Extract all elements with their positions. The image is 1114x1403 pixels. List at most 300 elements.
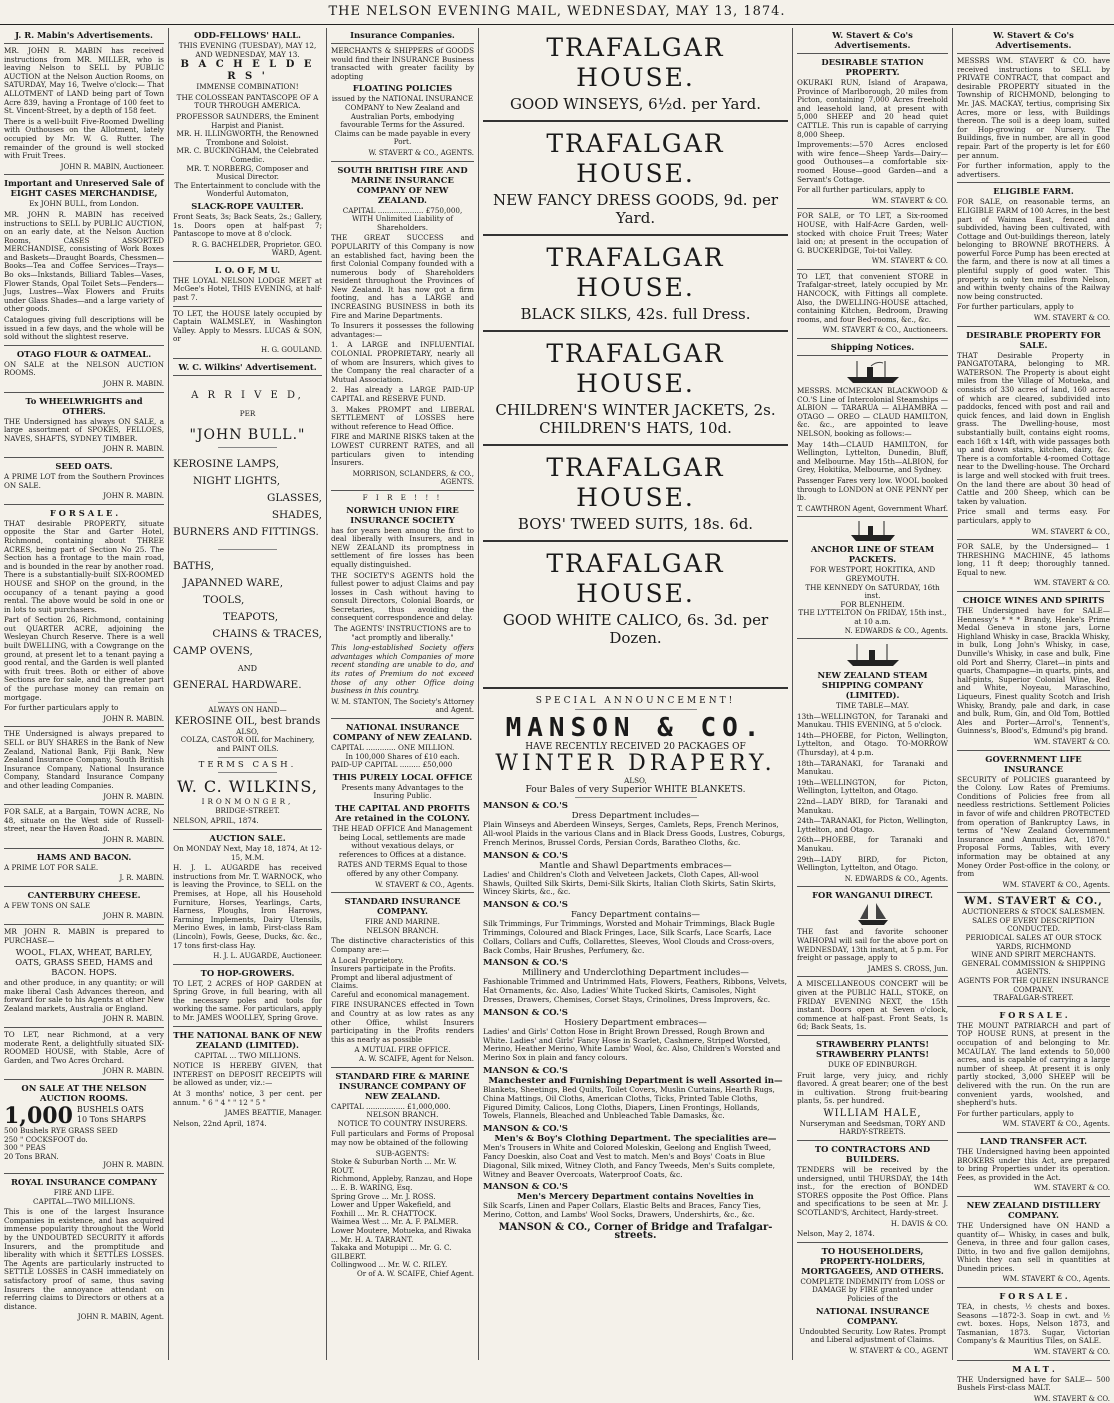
six-room-house-text: FOR SALE, or TO LET, a Six-roomed HOUSE, with Half-Acre Garden, well-stocked with choice Fruit Trees; Water laid on; at present in the occupation of G. BUCKERIDGE, Toi-toi Valley. [797,211,948,255]
panga-sig: WM. STAVERT & CO., [1031,527,1110,536]
national-presents: Presents many Advantages to the Insuring Public. [341,782,464,801]
section-body: Plain Winseys and Aberdeen Winseys, Serges, Camlets, Reps, French Merinos, All-wool Plaids in the various Clans and in Black Dress Goods, Lustres, Coburgs, French Merinos, Brussel Cords, Persian Cords, Baratheo Cloths, &c. [483,820,786,847]
goods-item: CHAINS & TRACES, [212,628,322,641]
panga-title: DESIRABLE PROPERTY FOR SALE. [966,329,1101,350]
sub-agent: Lower Moutere, Motueka, and Riwaka ... Mr. H. A. TARRANT. [331,1225,472,1244]
natbank-text: NOTICE IS HEREBY GIVEN, that INTEREST on DEPOSIT RECEIPTS will be allowed as under, viz.:— [173,1061,322,1088]
auctioneers-general: GENERAL COMMISSION & SHIPPING AGENTS. [961,958,1106,977]
mount-patriarch-note: For further particulars, apply to [957,1108,1074,1118]
trafalgar-text: CHILDREN'S WINTER JACKETS, 2s. CHILDREN'S HATS, 10d. [495,401,776,437]
sub-agent: Takaka and Motupipi ... Mr. G. C. GILBERT. [331,1243,452,1261]
section-head: MANSON & CO.'S [483,1124,568,1135]
distillery-sig: WM. STAVERT & CO., Agents. [1002,1275,1110,1284]
performer: MR. T. NORBERG, Composer and Musical Director. [186,163,309,182]
malt-text: THE Undersigned have for SALE— 500 Bushels First-class MALT. [957,1374,1110,1393]
manson-title: MANSON & CO. [505,712,766,743]
mabin-auction-sig: JOHN R. MABIN, Auctioneer. [60,162,164,171]
performer: PROFESSOR SAUNDERS, the Eminent Harpist and Pianist. [176,111,319,130]
masthead-title: THE NELSON EVENING MAIL, WEDNESDAY, MAY 13, 1874. [328,4,786,19]
column-entertainment-wilkins [168,28,326,1360]
station-note: For all further particulars, apply to [797,185,925,195]
natbank-rates: At 3 months' notice, 3 per cent. per annum. " 6 " 4 " " 12 " 5 " [173,1089,322,1107]
section-sub: Mantle and Shawl Departments embraces— [539,860,732,871]
for-sale-text: THAT desirable PROPERTY, situate opposite the Star and Garter Hotel, Richmond, containing about THREE ACRES, being part of Section No 25. The Section has a frontage to the main road, and is bounded in the rear by another road. There is a substantially-built SIX-ROOMED HOUSE and SHOP on the ground, in the occupancy of a tenant paying a good rental. The above would be sold in one or in lots to suit purchasers. [4,518,164,614]
wanganui-sig: JAMES S. CROSS, Jun. [867,964,948,973]
anchor-sig: N. EDWARDS & CO., Agents. [844,626,948,635]
nzsc-sig: N. EDWARDS & CO., Agents. [844,874,948,883]
royal-sig: JOHN R. MABIN, Agent. [77,1313,164,1322]
nzsc-sailing: 29th—LADY BIRD, for Picton, Wellington, Lyttelton, and Otago. [797,854,948,873]
land-transfer-sig: WM. STAVERT & CO. [1033,1184,1110,1193]
south-british-capital: CAPITAL .................... £750,000, [342,205,463,215]
sub-agent: Collingwood ... Mr. W. C. RILEY. [331,1260,448,1270]
royal-title: ROYAL INSURANCE COMPANY [10,1177,158,1187]
section-head: MANSON & CO.'S [483,958,568,969]
auction-sale-title: AUCTION SALE. [209,832,286,843]
auctioneers-queen: AGENTS FOR THE QUEEN INSURANCE COMPANY. [958,976,1109,994]
seed-oats-sig: JOHN R. MABIN. [103,492,164,501]
bachelder-sig: R. G. BACHELDER, Proprietor. GEO. WARD, Agent. [191,240,322,258]
store-sig: WM. STAVERT & CO., Auctioneers. [822,326,948,335]
sub-agent: Stoke & Suburban North ... Mr. W. ROUT. [331,1157,457,1175]
floating-sig: W. STAVERT & CO., AGENTS. [368,148,474,157]
trafalgar-title: TRAFALGAR HOUSE. [546,453,725,512]
section-body: Men's Trousers in White and Colored Moleskin, Geelong and English Tweed, Fancy Doeskin, also Coat and Vest to match. Men's and Boys' Coats in Blue Diagonal, Silk mixed, Witney Cloth, and Fancy Tweeds, Men's Suits complete, Witney and Beaver Overcoats, Waterproof Coats, &c. [483,1143,776,1179]
eligible-sig: WM. STAVERT & CO. [1033,314,1110,323]
section-head: MANSON & CO.'S [483,850,568,861]
ioof-title: I. O. O F, M U. [214,264,281,275]
schooner-icon [856,902,890,926]
threshing-text: FOR SALE, by the Undersigned— 1 THRESHING MACHINE, 45 lathoms long, 11 ft deep; thoroughly tanned. Equal to new. [957,542,1110,577]
south-british-list-item: 2. Has already a LARGE PAID-UP CAPITAL and RESERVE FUND. [331,385,474,403]
royal-sub: FIRE AND LIFE. [53,1188,115,1197]
wanganui-text: THE fast and favorite schooner WAIHOPAI will sail for the above port on WEDNESDAY, 13th instant, at 5 p.m. For freight or passage, apply to [797,927,948,963]
govt-text: SECURITY of POLICIES guaranteed by the Colony. Low Rates of Premiums. Conditions of Policies free from all needless restrictions. Settlement Policies in favor of wife and children PROTECTED from operation of Bankruptcy Laws, in terms of "New Zealand Government Insurance and Annuities Act, 1870." Proposal Forms, Tables, with every information may be obtained at any Money Order Post-office in the colony, or from [957,774,1110,879]
goods-item: CAMP OVENS, [173,645,253,658]
goods-item: AND [237,664,258,674]
column-trafalgar-manson [478,28,792,1360]
per: PER [239,408,256,418]
trafalgar-title: TRAFALGAR HOUSE. [546,243,725,302]
eight-cases-text: MR. JOHN R. MABIN has received instructions to SELL by PUBLIC AUCTION, on an early date, at the Nelson Auction Rooms, CASES ASSORTED MERCHANDISE, consisting of Work Boxes and Baskets—Draught Boards, Chessmen—Books—Tea and Coffee Services—Trays—Bo oks—Inkstands, Billiard Tables—Vases, Flower Stands, Opal Toilet Sets—Fenders—Jugs, Lustres—Wax Flowers and Fruits under Glass Shades—and a large variety of other goods. [4,209,164,314]
mabin-auction-text: MR. JOHN R. MABIN has received instructions from MR. MILLER, who is leaving Nelson to SELL by PUBLIC AUCTION at the Nelson Auction Rooms, on SATURDAY, May 16, Twelve o'clock:— That ALLOTMENT of LAND being part of Town Acre 839, having a Frontage of 100 feet to St. Vincent-Street, by a depth of 158 feet. [4,46,164,116]
goods-item: BATHS, [173,560,215,573]
town-acre-text: FOR SALE, at a Bargain, TOWN ACRE, No 48, situate on the West side of Russell-street, near the Haven Road. [4,807,164,834]
panga-text: THAT Desirable Property in PANGATOTARA, belonging to MR. WATERSON. The Property is about eight miles from the Village of Motueka, and consists of 330 acres of land, 160 acres of which are cleared, subdivided into paddocks, fenced with post and rail and quick fences, and laid down in English grass. The Dwelling-house, most substantially built, contains eight rooms, each 16ft x 14ft, with wide passages both up and down stairs, kitchen, dairy, &c. There is a comfortable 4-roomed Cottage near to the Dwelling-house. The Orchard is large and well stocked with fruit trees. On the land there are about 30 head of Cattle and 200 Sheep, which can be taken by valuation. [957,350,1110,506]
nzsc-title: NEW ZEALAND STEAM SHIPPING COMPANY (LIMITED). [817,670,928,701]
south-british-list-item: 3. Makes PROMPT and LIBERAL SETTLEMENT of LOSSES here without reference to Head Office. [331,404,474,431]
land-transfer-text: THE Undersigned having been appointed BROKERS under this Act, are prepared to bring Properties under its operation. Fees, as provided in the Act. [957,1146,1110,1182]
otago-flour-title: OTAGO FLOUR & OATMEAL. [16,348,152,359]
seed-oats-title: SEED OATS. [55,460,113,471]
hams-text: A PRIME LOT FOR SALE. [4,862,99,872]
nzsc-table: TIME TABLE—MAY. [836,701,909,711]
goods-item: NIGHT LIGHTS, [193,475,281,488]
standard-list-item: Prompt and liberal adjustment of Claims. [331,972,452,991]
mcmeckan-text: MESSRS. MCMECKAN BLACKWOOD & CO.'S Line of Intercolonial Steamships — ALBION — TARARUA — ALHAMBRA — OTAGO — OREO — CLAUD HAMILTON, &c. &c., are appointed to leave NELSON, booking as follows:— [797,386,948,438]
otago-flour-sig: JOHN R. MABIN. [103,380,164,388]
south-british-adv: To Insurers it possesses the following advantages:— [331,321,474,339]
norwich-text2: This long-established Society offers advantages which Companies of more recent standing are unable to do, and its rates of Premium do not exceed those of any other Office doing business in this country. [331,643,474,696]
norwich-agents: THE SOCIETY'S AGENTS hold the fullest power to adjust Claims and pay losses in Cash without having to consult Directors, Colonial Boards, or Secretaries, thus avoiding the consequent correspondence and delay. [331,570,474,623]
anchor-ship2: THE LYTTELTON On FRIDAY, 15th inst., at 10 a.m. [798,608,947,626]
householders-note: Undoubted Security. Low Rates. Prompt and Liberal adjustment of Claims. [799,1326,946,1345]
anchor-blenheim: FOR BLENHEIM. [840,599,905,609]
auctioneers-periodical: PERIODICAL SALES AT OUR STOCK YARDS, RICHMOND [965,933,1102,951]
nzsc-sailing: 19th—WELLINGTON, for Picton, Wellington, Lyttelton, and Otago. [797,777,948,796]
standard-sig: A. W. SCAIFE, Agent for Nelson. [359,1055,474,1064]
south-british-sig: MORRISON, SCLANDERS, & CO., AGENTS. [352,469,474,487]
oats-big: 1,000 [4,1103,73,1130]
govt-sig: WM. STAVERT & CO., Agents. [1002,880,1110,889]
norwich-sig: W. M. STANTON, The Society's Attorney and Agent. [331,697,474,715]
section-head: MANSON & CO.'S [483,900,568,911]
goods-item: SHADES, [271,509,322,522]
standard-text: The distinctive characteristics of this Company are:— [331,936,474,954]
odd-fellows-date: THIS EVENING (TUESDAY), MAY 12, AND WEDNESDAY, MAY 13. [178,41,317,59]
trafalgar-title: TRAFALGAR HOUSE. [546,129,725,188]
insurance-header: Insurance Companies. [350,30,455,40]
paint-oils: COLZA, CASTOR OIL for Machinery, and PAINT OILS. [180,735,315,753]
trafalgar-text: BLACK SILKS, 42s. full Dress. [520,305,751,323]
auctioneers-sales: SALES OF EVERY DESCRIPTION CONDUCTED. [972,915,1095,934]
wheelwrights-sig: JOHN R. MABIN. [103,445,164,454]
distillery-text: THE Undersigned have ON HAND a quantity of— Whisky, in cases and bulk, Geneva, in three and four gallon cases, Ditto, in two and five gallon demijohns, Which they can sell in quantities at Dunedin prices. [957,1220,1110,1273]
national-shares: In 100,000 Shares of £10 each. [345,751,460,761]
floating-text: MERCHANTS & SHIPPERS of GOODS would find their INSURANCE Business transacted with greater facility by adopting [331,46,474,81]
mcmeckan-note: Passenger Fares very low. WOOL booked through to LONDON at ONE PENNY per lb. [797,475,948,503]
eligible-title: ELIGIBLE FARM. [993,186,1074,197]
standard-note: FIRE INSURANCES effected in Town and Country at as low rates as any other Office, whilst Insurers participating in the Profits renders this as nearly as possible [331,1000,474,1044]
station-title: DESIRABLE STATION PROPERTY. [821,57,924,77]
purchase-text: MR JOHN R. MABIN is prepared to PURCHASE— [4,926,164,945]
nzsc-sailing: 22nd—LADY BIRD, for Taranaki and Manukau. [797,797,948,815]
contractors-text: TENDERS will be received by the undersigned, until THURSDAY, the 14th inst., for the erection of BONDED STORES opposite the Post Office. Plans and specifications to be seen at Mr. J. SCOTLAND'S, Architect, Hardy-street. [797,1165,948,1218]
steamship-icon [843,359,903,385]
standard-branch: NELSON BRANCH. [366,925,439,935]
goods-item: JAPANNED WARE, [183,577,284,590]
column-stavert-shipping [792,28,952,1360]
wheelwrights-text: THE Undersigned has always ON SALE, a large assortment of SPOKES, FELLOES, NAVES, SHAFTS, SYDNEY TIMBER. [4,416,164,443]
contractors-title: TO CONTRACTORS AND BUILDERS. [814,1144,931,1165]
mount-patriarch-sig: WM. STAVERT & CO., Agents. [1002,1120,1110,1129]
national-retained: THE CAPITAL AND PROFITS Are retained in the COLONY. [335,802,470,823]
standard-list-item: Careful and economical management. [331,989,470,999]
tea-sale-sig: WM. STAVERT & CO. [1033,1348,1110,1357]
column-stavert-2 [952,28,1114,1403]
column-insurance [326,28,478,1360]
for-sale-text2: Part of Section 26, Richmond, containing out QUARTER ACRE, adjoining the Wesleyan Church Reserve. There is a well built DWELLING, with a Cowgrange on the ground, at present let to a tenant paying a good rental, and the Garden is well planted with fruit trees. Both or either of above Sections are for sale, and the greater part of the purchase money can remain on mortgage. [4,615,164,702]
section-body: Blankets, Sheetings, Bed Quilts, Toilet Covers, Muslin Curtains, Hearth Rugs, China Mattings, Oil Cloths, American Cloths, Ticks, Printed Table Cloths, Figured Dimity, Calicos, Long Cloths, Diapers, Linen Frontings, Hollands, Towels, Flannels, Bleached and Unbleached Table Damasks, &c. [483,1084,775,1121]
steamship-icon [848,520,898,542]
town-acre-sig: JOHN R. MABIN. [103,835,164,844]
eight-cases-note: Catalogues giving full descriptions will be issued in a few days, and the whole will be sold without the slightest reserve. [4,315,164,342]
natbank-capital: CAPITAL ... TWO MILLIONS. [194,1050,301,1060]
norwich-text: has for years been among the first to deal liberally with Insurers, and in NEW ZEALAND its promptness in settlement of fire losses has been equally distinguished. [331,525,474,569]
ioof-text: THE LOYAL NELSON LODGE MEET at McGee's Hotel, THIS EVENING, at half-past 7. [173,275,322,303]
performer: MR. C. BUCKINGHAM, the Celebrated Comedic. [176,146,319,164]
goods-item: TOOLS, [203,594,245,607]
oats-line: 10 Tons SHARPS [76,1114,147,1124]
arrived: A R R I V E D, [191,389,304,401]
section-sub: Men's & Boy's Clothing Department. The specialities are— [494,1134,777,1145]
national-paid: PAID-UP CAPITAL ......... £50,000 [331,760,453,770]
royal-capital: CAPITAL—TWO MILLIONS. [33,1196,135,1206]
standard2-sig: Or of A. W. SCAIFE, Chief Agent. [357,1269,474,1278]
land-transfer-title: LAND TRANSFER ACT. [979,1135,1088,1146]
six-room-house-sig: WM. STAVERT & CO. [871,257,948,266]
kerosine-oil: KEROSINE OIL, best brands [174,715,321,727]
house-to-let-text: TO LET, the HOUSE lately occupied by Captain WALMSLEY, in Washington Valley. Apply to Messrs. LUCAS & SON, or [173,308,322,344]
hop-title: TO HOP-GROWERS. [200,967,295,978]
winter-drapery: WINTER DRAPERY. [495,751,776,777]
sub-agent: Richmond, Appleby, Ranzau, and Hope ... E. B. WARING, Esq. [331,1174,473,1192]
section-body: Ladies' and Girls' Cotton Hose in Bright Brown Dressed, Rough Brown and White. Ladies' and Girls' Fancy Hose in Scarlet, Cashmere, Striped Worsted, Merino, Heather Merino, White Lambs' Wool, &c. Also, Children's Worsted and Merino Sox in plain and fancy colours. [483,1026,781,1063]
eligible-note: For further particulars, apply to [957,302,1074,312]
standard-list-item: A Local Proprietory. [331,955,404,965]
mount-patriarch-title: F O R S A L E . [999,1009,1068,1020]
strawberry-name: WILLIAM HALE, [823,1107,922,1119]
hams-title: HAMS AND BACON. [36,851,132,862]
national-capital: CAPITAL ............. ONE MILLION. [331,743,455,752]
bachelders-name: B A C H E L D E R S ' [180,59,315,83]
section-head: MANSON & CO.'S [483,1007,568,1018]
south-british-list-item: 1. A LARGE and INFLUENTIAL COLONIAL PROPRIETARY, nearly all of whom are Insurers, which gives to the Company the real character of a Mutual Association. [331,340,474,384]
anchor-title: ANCHOR LINE OF STEAM PACKETS. [810,544,935,565]
house-to-let-sig: H. G. GOULAND. [261,346,322,355]
nzsc-sailing: 14th—PHOEBE, for Picton, Wellington, Lyttelton, and Otago. TO-MORROW (Thursday), at 4 p.m. [797,730,948,758]
strawberry-sig: Nurseryman and Seedsman, TORY AND HARDY-STREETS. [799,1118,946,1137]
sub-agent: Lower and Upper Wakefield, and Foxhill ... Mr. R. CHATTOCK. [331,1200,451,1218]
standard2-text: Full particulars and Forms of Proposal may now be obtained of the following [331,1129,474,1147]
section-sub: Millinery and Underclothing Department includes— [522,968,749,979]
cheese-sig: JOHN R. MABIN. [103,912,164,921]
col1-header: J. R. Mabin's Advertisements. [15,30,153,40]
national-sig: W. STAVERT & CO., Agents. [374,880,474,889]
oats-sig: JOHN R. MABIN. [103,1161,164,1170]
to-let-sig: JOHN R. MABIN. [103,1067,164,1076]
for-sale-sig: JOHN R. MABIN. [103,714,164,723]
auctioneers-sub: AUCTIONEERS & STOCK SALESMEN. [962,907,1105,917]
south-british-title: SOUTH BRITISH FIRE AND MARINE INSURANCE COMPANY OF NEW ZEALAND. [337,164,468,205]
nzsc-sailing: 18th—TARANAKI, for Taranaki and Manukau. [797,758,948,777]
col6-header: W. Stavert & Co's Advertisements. [993,30,1074,50]
prices: Front Seats, 3s; Back Seats, 2s.; Gallery, 1s. Doors open at half-past 7; Pantascope to move at 8 o'clock. [173,211,322,239]
standard2-sub: SUB-AGENTS: [375,1148,430,1158]
nzsc-sailing: 26th—PHOEBE, for Taranaki and Manukau. [797,835,948,853]
norwich-fire: F I R E ! ! ! [362,492,443,502]
goods-item: GLASSES, [267,492,322,505]
station-sig: WM. STAVERT & CO. [871,196,948,205]
auctioneers-title: WM. STAVERT & CO., [964,896,1103,908]
goods-item: KEROSINE LAMPS, [173,458,280,471]
south-british-with: WITH Unlimited Liability of Shareholders. [351,214,454,232]
col5-header: W. Stavert & Co's Advertisements. [832,30,913,50]
threshing-sig: WM. STAVERT & CO. [1033,579,1110,588]
wanganui-title: FOR WANGANUI DIRECT. [812,890,933,901]
seed-oats-text: A PRIME LOT from the Southern Provinces ON SALE. [4,471,164,490]
trafalgar-title: TRAFALGAR HOUSE. [546,549,725,608]
section-head: MANSON & CO.'S [483,801,568,812]
national-head: THE HEAD OFFICE And Management being Local, settlements are made without vexatious delays, or references to Offices at a distance. [332,823,473,859]
householders-text: COMPLETE INDEMNITY from LOSS or DAMAGE by FIRE granted under Policies of the [800,1276,945,1303]
trafalgar-title: TRAFALGAR HOUSE. [546,33,725,92]
standard-sub: FIRE AND MARINE. [365,917,440,927]
natbank-title: THE NATIONAL BANK OF NEW ZEALAND (LIMITED). [173,1029,322,1050]
shipping-notices: Shipping Notices. [830,342,915,353]
eight-cases-sub: Ex JOHN BULL, from London. [29,199,139,209]
trafalgar-text: BOYS' TWEED SUITS, 18s. 6d. [517,515,754,533]
anchor-ship: THE KENNEDY On SATURDAY, 16th inst. [805,582,940,601]
section-sub: Dress Department includes— [571,811,700,822]
royal-text: This is one of the largest Insurance Companies in existence, and has acquired immense popularity throughout the World by the UNDOUBTED SECURITY it affords Insurers, and the promptitude and liberality with which it SETTLES LOSSES. The Agents are particularly instructed to SETTLE LOSSES in CASH immediately on satisfactory proof of same, thus saving Insurers the annoyance attendant on referring claims to Directors or others at a distance. [4,1207,164,1311]
goods-item: BURNERS AND FITTINGS. [173,526,319,539]
section-head: MANSON & CO.'S [483,1065,568,1076]
householders-co: NATIONAL INSURANCE COMPANY. [815,1305,930,1326]
south-british-note: FIRE and MARINE RISKS taken at the LOWEST CURRENT RATES, and all particulars given to intending Insurers. [331,432,474,468]
wilkins-date: NELSON, APRIL, 1874. [173,816,259,826]
auction-sale-date: On MONDAY Next, May 18, 1874, At 12-15, M.M. [173,843,322,862]
distillery-title: NEW ZEALAND DISTILLERY COMPANY. [966,1199,1101,1220]
otago-flour-text: ON SALE at the NELSON AUCTION ROOMS. [4,359,164,378]
section-sub: Men's Mercery Department contains Novelties in [517,1192,754,1203]
strawberry-text: Fruit large, very juicy, and richly flavored. A great bearer; one of the best in cultivation. Strong fruit-bearing plants, 5s. per hundred. [797,1070,948,1106]
shares-text: THE Undersigned is always prepared to SELL or BUY SHARES in the Bank of New Zealand, National Bank, Fiji Bank, New Zealand Insurance Company, South British Insurance Company, National Insurance Company, Standard Insurance Company and other leading Companies. [4,729,164,790]
trafalgar-text: GOOD WINSEYS, 6½d. per Yard. [509,95,762,113]
tea-sale-title: F O R S A L E . [999,1291,1068,1302]
standard2-branch: NELSON BRANCH. [366,1110,439,1120]
always-on-hand: ALWAYS ON HAND— [208,705,287,715]
cheese-text: A FEW TONS ON SALE [4,900,91,910]
national-title: NATIONAL INSURANCE COMPANY of NEW ZEALAND. [332,722,473,742]
terms-cash: TERMS CASH. [198,759,297,770]
bachelders-combo: IMMENSE COMBINATION! [196,82,299,92]
floating-sub: issued by the NATIONAL INSURANCE COMPANY to New Zealand and Australian Ports, embodying favourable Terms for the Assured. Claims can be made payable in every Port. [331,94,474,147]
householders-sig: W. STAVERT & CO., AGENT [849,1346,948,1355]
strawberry-title: STRAWBERRY PLANTS! STRAWBERRY PLANTS! [815,1038,930,1059]
malt-title: M A L T . [1012,1363,1055,1374]
store-text: TO LET, that convenient STORE in Trafalgar-street, lately occupied by Mr. HANCOCK, with Fittings all complete. Also, the DWELLING-HOUSE attached, containing Kitchen, Bedroom, Drawing rooms, and four Bed-rooms, &c., &c. [797,271,948,324]
richmond-note: For further information, apply to the advertisers. [957,161,1110,179]
wines-title: CHOICE WINES AND SPIRITS [962,595,1105,606]
mcmeckan-sailings: May 14th—CLAUD HAMILTON, for Wellington, Lyttelton, Dunedin, Bluff, and Melbourne. May 15th—ALBION, for Grey, Hokitika, Melbourne, and Sydney. [797,439,948,475]
section-body: Ladies' and Children's Cloth and Velveteen Jackets, Cloth Capes, All-wool Shawls, Quilted Silk Skirts, Demi-Silk Skirts, Italian Cloth Skirts, Satin Skirts, Wincey Skirts, &c., &c. [483,869,777,897]
cheese-title: CANTERBURY CHEESE. [27,889,141,900]
national-purely: THIS PURELY LOCAL OFFICE [332,771,473,782]
standard2-capital: CAPITAL ................. £1,000,000. [331,1101,451,1111]
floating-title: FLOATING POLICIES [352,83,453,94]
standard-mutual: A MUTUAL FIRE OFFICE. [354,1045,451,1055]
strawberry-sub: DUKE OF EDINBURGH. [827,1059,918,1069]
nzsc-sailing: 24th—TARANAKI, for Picton, Wellington, Lyttelton, and Otago. [797,816,948,834]
auctioneers-wine: WINE AND SPIRIT MERCHANTS. [971,950,1096,960]
wheelwrights-title: To WHEELWRIGHTS and OTHERS. [25,395,143,416]
oats-line: 250 " COCKSFOOT do. [4,1134,88,1144]
shares-sig: JOHN R. MABIN. [103,792,164,801]
natbank-sig: JAMES BEATTIE, Manager. [224,1109,322,1118]
eligible-text: FOR SALE, on reasonable terms, an ELIGIBLE FARM of 100 Acres, in the best part of Waimea East, fenced and subdivided, having been cultivated, with Cottage and Out-buildings thereon, lately belonging to BROWNE BROTHERS. A powerful Force Pump has been erected at the farm, and there is now at all times a plentiful supply of good water. This property is only ten miles from Nelson, and within twenty chains of the Railway now being constructed. [957,197,1110,301]
wines-text: THE Undersigned have for SALE— Hennessy's * * * Brandy, Henke's Prime Medal Geneva in stone jars, Lorne Highland Whisky in case, Brackla Whisky, in bulk, Long John's Whisky, in case, Dunville's Whisky, in case and bulk, Fine old Port and Sherry, Claret—in pints and quarts, Champagne—in quarts, pints, and half-pints, Superior Colonial Wine, Red and White, Noyeau, Maraschino, Liqueurs, Finest quality Scotch and Irish Whisky, Brandy, pale and dark, in case and bulk, Rum, Gin, and Old Tom, Bottled Ales and Porter—Arrol's, Tennent's, Guinness's, Blood's, Edmund's pig brand. [957,606,1110,736]
standard2-notice: NOTICE TO COUNTRY INSURERS. [337,1118,468,1128]
mabin-auction-note: There is a well-built Five-Roomed Dwelling with Outhouses on the Allotment, lately occupied by Mr. W. G. Rutter. The remainder of the ground is well stocked with Fruit Trees. [4,116,164,161]
manson-also: ALSO, [624,776,647,786]
odd-fellows-title: ODD-FELLOWS' HALL. [194,30,301,40]
oats-line: 20 Tons BRAN. [4,1151,59,1161]
to-let-text: TO LET, near Richmond, at a very moderate Rent, a delightfully situated SIX-ROOMED HOUSE, with Stable, Acre of Garden, and Two Acres Orchard. [4,1030,164,1065]
standard2-title: STANDARD FIRE & MARINE INSURANCE COMPANY OF NEW ZEALAND. [335,1070,470,1101]
goods-item: GENERAL HARDWARE. [173,679,302,692]
standard-title: STANDARD INSURANCE COMPANY. [344,896,461,917]
goods-item: TEAPOTS, [223,611,279,624]
section-body: Silk Trimmings, Fur Trimmings, Worsted and Mohair Trimmings, Black Bugle Trimmings, Coloured and Black Fringes, Lace, Silk Scarfs, Lace Scarfs, Lace Collars, Collars and Cuffs, Collarettes, Sleeves, Wool Clouds and Cross-overs, Back Combs, Hair Brushes, Perfumery, &c. [483,919,775,955]
manson-corner: MANSON & CO., Corner of Bridge and Trafalgar-streets. [498,1221,773,1242]
manson-received: HAVE RECENTLY RECEIVED 20 PACKAGES OF [525,741,746,752]
pantascope-text: THE COLOSSEAN PANTASCOPE OF A TOUR THROUGH AMERICA. [176,92,319,111]
householders-title: TO HOUSEHOLDERS, PROPERTY-HOLDERS, MORTGAGEES, AND OTHERS. [801,1245,944,1276]
steamship-icon [843,642,903,668]
also: ALSO, [236,726,259,736]
oats-title: ON SALE AT THE NELSON AUCTION ROOMS. [21,1083,147,1104]
for-sale-note: For further particulars apply to [4,703,119,713]
concert-text: A MISCELLANEOUS CONCERT will be given at the PUBLIC HALL, STOKE, on FRIDAY EVENING NEXT, the 15th instant. Doors open at Seven o'clock, commence at half-past. Front Seats, 1s 6d; Back Seats, 1s. [797,979,948,1032]
trafalgar-text: GOOD WHITE CALICO, 6s. 3d. per Dozen. [502,611,769,647]
contractors-sig: H. DAVIS & CO. [890,1219,948,1228]
section-sub: Hosiery Department embraces— [564,1017,707,1028]
national-rates: RATES AND TERMS Equal to those offered by any other Company. [337,860,468,878]
slack-rope: SLACK-ROPE VAULTER. [191,200,304,211]
wilkins-name: W. C. WILKINS, [177,777,318,797]
station-text: OKURAKI RUN, Island of Arapawa, Province of Marlborough, 20 miles from Picton, containing 7,000 Acres freehold and leasehold land, at present with 5,000 SHEEP and 20 head quiet CATTLE. This run is capable of carrying 8,000 Sheep. [797,78,948,139]
ironmonger: IRONMONGER, [201,797,294,807]
norwich-instr: The AGENTS' INSTRUCTIONS are to "act promptly and liberally." [334,624,471,642]
manson-blankets: Four Bales of very Superior WHITE BLANKETS. [525,784,746,795]
section-head: MANSON & CO.'S [483,1182,568,1193]
entertainment-close: The Entertainment to conclude with the Wonderful Automaton, [174,180,321,199]
oats-line: 500 Bushels RYE GRASS SEED [4,1126,118,1136]
auctioneers-addr: TRAFALGAR-STREET. [993,993,1074,1003]
masthead [0,0,1114,25]
govt-title: GOVERNMENT LIFE INSURANCE [985,753,1082,774]
eight-cases-title: Important and Unreserved Sale of EIGHT CASES MERCHANDISE, [4,178,164,199]
purchase-items: WOOL, FLAX, WHEAT, BARLEY, OATS, GRASS SEED, HAMS and BACON. HOPS. [15,947,153,978]
trafalgar-title: TRAFALGAR HOUSE. [546,339,725,398]
oats-line: BUSHELS OATS [76,1105,144,1115]
contractors-date: Nelson, May 2, 1874. [797,1229,875,1239]
purchase-sig: JOHN R. MABIN. [103,1015,164,1024]
malt-sig: WM. STAVERT & CO. [1033,1394,1110,1403]
mcmeckan-sig: T. CAWTHRON Agent, Government Wharf. [797,504,948,513]
south-british-text: THE GREAT SUCCESS and POPULARITY of this Company is now an established fact, having been the first Colonial Company founded with a numerous body of Shareholders resident throughout the Provinces of New Zealand. It has now got a firm footing, and has a LARGE and INCREASING BUSINESS in both its Fire and Marine Departments. [331,233,474,320]
sub-agent: Spring Grove ... Mr. J. ROSS. [331,1191,436,1201]
station-improvements: Improvements:—570 Acres enclosed with wire fence—Sheep Yards—Dairy—good Outhouses—a comfortable six-roomed House—good Garden—and a Servant's Cottage. [797,140,948,184]
purchase-note: and other produce, in any quantity; or will make liberal Cash Advances thereon, and forward for sale to his Agents at other New Zealand markets, Australia or England. [4,978,164,1013]
john-bull: "JOHN BULL." [189,427,306,444]
trafalgar-text: NEW FANCY DRESS GOODS, 9d. per Yard. [492,191,778,227]
hams-sig: J. R. MABIN. [119,874,164,883]
wines-sig: WM. STAVERT & CO. [1033,737,1110,746]
panga-note: Price small and terms easy. For particulars, apply to [957,507,1110,525]
sub-agent: Waimea West ... Mr. A. F. PALMER. [331,1217,459,1227]
section-sub: Manchester and Furnishing Department is well Assorted in— [488,1075,783,1086]
nzsc-sailing: 13th—WELLINGTON, for Taranaki and Manukau. THIS EVENING, at 5 o'clock. [797,711,948,730]
section-body: Fashionable Trimmed and Untrimmed Hats, Flowers, Feathers, Ribbons, Velvets, Hat Ornaments, &c. Also, Ladies' White Tucked Skirts, Camisoles, Night Dresses, Drawers, Chemises, Corset Stays, Crinolines, Dress Improvers, &c. [483,977,788,1004]
richmond-text: MESSRS WM. STAVERT & CO. have received instructions to SELL by PRIVATE CONTRACT, that compact and desirable PROPERTY situated in the Township of RICHMOND, belonging to Mr. JAS. MACKAY, tertius, comprising Six Acres, more or less, with Buildings thereon. The soil is a deep loam, suited for Hop-growing or Nursery. The Buildings, five in number, are all in good repair. Part of the property is let for £60 per annum. [957,56,1110,160]
hop-text: TO LET, 2 ACRES of HOP GARDEN at Spring Grove, in full bearing, with all the necessary poles and tools for working the same. For particulars, apply to Mr. JAMES WOOLLEY, Spring Grove. [173,978,322,1023]
special-announcement: SPECIAL ANNOUNCEMENT! [535,696,736,706]
norwich-title: NORWICH UNION FIRE INSURANCE SOCIETY [346,504,459,525]
performer: MR. H. ILLINGWORTH, the Renowned Trombone and Soloist. [176,129,319,147]
column-mabin [0,28,168,1360]
